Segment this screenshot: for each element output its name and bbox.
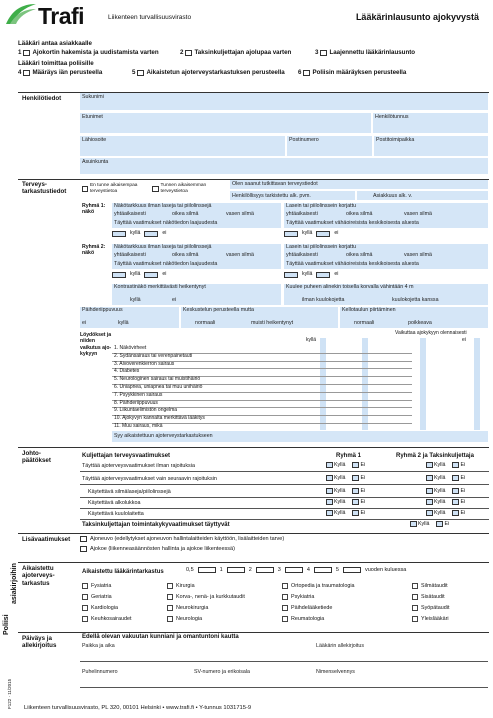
specialty-option[interactable]: Psykiatria <box>282 594 314 600</box>
hearing-field[interactable]: Kuulee puheen alinekin toisella korvalla vähintään 4 m ilman kuulokojetta kuulokojetta kanssa <box>284 284 489 306</box>
requirement-choice[interactable]: Kyllä Ei <box>326 488 365 494</box>
early-year-label: 1 <box>219 567 223 573</box>
municipality-field[interactable]: Asuinkunta <box>80 158 489 175</box>
requirement-choice[interactable]: Kyllä Ei <box>426 499 465 505</box>
customer-since-field[interactable]: Asiakkuus alk. v. <box>357 191 489 201</box>
findings-label: Löydökset ja niiden vaikutus ajo-kykyyn <box>80 332 112 358</box>
street-field[interactable]: Lähiosoite <box>80 136 286 157</box>
section-early-label: Aikaistettu ajoterveys-tarkastus <box>22 565 55 587</box>
option-6[interactable]: 6 Poliisin määräyksen perusteella <box>298 69 407 76</box>
finding-item: 11. Muu sairaus, mikä <box>112 424 412 432</box>
trafi-logo-icon <box>4 2 38 26</box>
group1-vision-label: Ryhmä 1: näkö <box>82 203 106 215</box>
id-checked-field[interactable]: Henkilöllisyys tarkistettu alk. pvm. <box>230 191 356 201</box>
brand-name: Trafi <box>38 3 85 29</box>
requirement-choice[interactable]: Kyllä Ei <box>426 510 465 516</box>
requirement-choice[interactable]: Kyllä Ei <box>326 462 365 468</box>
early-year-label: 0,5 <box>186 567 194 573</box>
group1-corrected[interactable]: Lasein tai piilolinssein korjattu yhtäaikaisesti oikea silmä vasen silmä Täyttää vaatimukset vähäoireisista keskikoisesta aluesta <box>284 203 489 229</box>
option-5[interactable]: 5 Aikaistetun ajoterveystarkastuksen perusteella <box>132 69 285 76</box>
requirement-choice[interactable]: Kyllä Ei <box>326 499 365 505</box>
specialty-option[interactable]: Kirurgia <box>167 583 195 589</box>
memory-field[interactable]: Keskustelun perusteella mutta normaali muisti heikentynyt <box>181 307 339 329</box>
finding-item: 4. Diabetes <box>112 369 412 377</box>
specialty-option[interactable]: Fysiatria <box>82 583 111 589</box>
early-year-box[interactable] <box>314 567 332 573</box>
early-year-box[interactable] <box>227 567 245 573</box>
g2-yes-label: kyllä <box>130 271 141 278</box>
option-3[interactable]: 3 Laajennettu lääkärinlausunto <box>315 49 416 56</box>
requirement-choice[interactable]: Kyllä Ei <box>426 488 465 494</box>
early-year-label: 3 <box>277 567 281 573</box>
group2-corrected[interactable]: Lasein tai piilolinssein korjattu yhtäaikaisesti oikea silmä vasen silmä Täyttää vaatimukset vähäoireisista keskikoisesta aluesta <box>284 244 489 270</box>
contrast-field[interactable]: Kontrastinäkö merkittävästi heikentynyt kyllä ei <box>112 284 282 306</box>
group2-head: Ryhmä 2 ja Taksinkuljettaja <box>396 453 474 459</box>
early-year-box[interactable] <box>285 567 303 573</box>
g1c-yes-label: kyllä <box>302 230 313 237</box>
place-date-field[interactable]: Paikka ja aika Lääkärin allekirjoitus <box>80 642 488 662</box>
finding-item: 9. Liikuntaelimistön ongelma <box>112 408 412 416</box>
specialty-option[interactable]: Ortopedia ja traumatologia <box>282 583 355 589</box>
section-conclusion-label: Johto- päätökset <box>22 450 51 465</box>
requirement-choice[interactable]: Kyllä Ei <box>426 475 465 481</box>
requirement-row: Käytettävä silmälaseja/piilolinssejä <box>88 489 171 495</box>
early-title: Aikaistettu lääkärintarkastus <box>82 569 164 575</box>
requirement-row: Täyttää ajoterveysvaatimukset ilman rajoituksia <box>82 463 195 469</box>
finding-item: 5. Neurologinen sairaus tai muistihäiriö <box>112 377 412 385</box>
g2c-yes-label: kyllä <box>302 271 313 278</box>
finding-item: 7. Psyykkinen sairaus <box>112 393 412 401</box>
clock-field[interactable]: Kellotaulun piirtäminen normaali poikkeava <box>340 307 489 329</box>
early-year-label: 2 <box>248 567 252 573</box>
agency-name: Liikenteen turvallisuusvirasto <box>108 14 192 21</box>
group1-uncorrected[interactable]: Näkötarkkuus ilman laseja tai piilolinssejä yhtäaikaisesti oikea silmä vasen silmä Täyttää vaatimukset näkötiedon laajuudesta <box>112 203 282 229</box>
specialty-option[interactable]: Yleislääkäri <box>412 616 449 622</box>
firstnames-field[interactable]: Etunimet <box>80 113 372 134</box>
requirement-row: Käytettävä alkolukkoa <box>88 500 141 506</box>
early-suffix: vuoden kuluessa <box>364 567 407 573</box>
extra-vehicle-checkbox[interactable]: Ajoneuvo (edellytykset ajoneuvon hallintalaitteiden käyttöön, lisälaitteiden tarve) <box>80 536 284 542</box>
group2-vision-label: Ryhmä 2: näkö <box>82 244 106 256</box>
findings-yes-head: kyllä <box>306 337 317 343</box>
option-4[interactable]: 4 Määräys iän perusteella <box>18 69 103 76</box>
early-year-box[interactable] <box>256 567 274 573</box>
police-title: Lääkäri toimittaa poliisille <box>18 60 94 67</box>
section-health-label: Terveys- tarkastustiedot <box>22 181 67 196</box>
early-year-label: 4 <box>306 567 310 573</box>
early-year-label: 5 <box>335 567 339 573</box>
specialty-option[interactable]: Syöpätaudit <box>412 605 449 611</box>
finding-item: 3. Aivoverenkierron sairaus <box>112 362 412 370</box>
requirement-row: Täyttää ajoterveysvaatimukset vain seuraavin rajoituksin <box>82 476 217 482</box>
g1-yes-label: kyllä <box>130 230 141 237</box>
taxi-yes[interactable]: Kyllä Ei <box>410 521 449 527</box>
substance-field[interactable]: Päihderiippuvuus ei kyllä <box>80 307 180 329</box>
findings-no-head: ei <box>462 337 466 343</box>
finding-item: 2. Sydänsairaus tai verenpainetauti <box>112 354 412 362</box>
g2-no-label: ei <box>162 271 167 278</box>
specialty-option[interactable]: Keuhkosairaudet <box>82 616 131 622</box>
postcode-field[interactable]: Postinumero <box>287 136 373 157</box>
early-year-box[interactable] <box>343 567 361 573</box>
option-1[interactable]: 1 Ajokortin hakemista ja uudistamista varten <box>18 49 159 56</box>
surname-field[interactable]: Sukunimi <box>80 93 489 111</box>
specialty-option[interactable]: Korva-, nenä- ja kurkkutaudit <box>167 594 245 600</box>
specialty-option[interactable]: Kardiologia <box>82 605 118 611</box>
option-2[interactable]: 2 Taksinkuljettajan ajolupaa varten <box>180 49 292 56</box>
specialty-option[interactable]: Geriatria <box>82 594 112 600</box>
group1-head: Ryhmä 1 <box>336 453 362 459</box>
city-field[interactable]: Postitoimipaikka <box>374 136 489 157</box>
phone-sv-field[interactable]: Puhelinnumero SV-numero ja erikoisala Nimenselvennys <box>80 668 488 688</box>
requirement-choice[interactable]: Kyllä Ei <box>426 462 465 468</box>
finding-item: 10. Ajokyvyn kannalta merkittävä lääkitys <box>112 416 412 424</box>
sidebar-police: Poliisi <box>3 614 10 635</box>
specialty-option[interactable]: Reumatologia <box>282 616 324 622</box>
requirement-choice[interactable]: Kyllä Ei <box>326 510 365 516</box>
finding-item: 6. Uniapnea, uniapnea tai muu unihäiriö <box>112 385 412 393</box>
finding-item: 8. Päihderiippuvuus <box>112 401 412 409</box>
client-aware-field[interactable]: Olen saanut tutkittavan terveystiedot <box>230 180 489 190</box>
requirement-row: Käytettävä kuulolaitetta <box>88 511 144 517</box>
g2c-no-label: ei <box>334 271 339 278</box>
specialty-option[interactable]: Neurologia <box>167 616 202 622</box>
g1-no-label: ei <box>162 230 167 237</box>
section-personal-label: Henkilötiedot <box>22 95 62 102</box>
g1c-no-label: ei <box>334 230 339 237</box>
specialty-option[interactable]: Silmätaudit <box>412 583 448 589</box>
specialty-option[interactable]: Sisätaudit <box>412 594 445 600</box>
specialty-option[interactable]: Neurokirurgia <box>167 605 208 611</box>
extra-drivetest-checkbox[interactable]: Ajokoe (liikenneasäännösten hallinta ja ajokoe liikenteessä) <box>80 546 235 552</box>
footer-address: Liikenteen turvallisuusvirasto, PL 320, 00101 Helsinki • www.trafi.fi • Y-tunnus 1031715-9 <box>24 705 252 712</box>
group2-uncorrected[interactable]: Näkötarkkuus ilman laseja tai piilolinssejä yhtäaikaisesti oikea silmä vasen silmä Täyttää vaatimukset näkötiedon laajuudesta <box>112 244 282 270</box>
section-sign-label: Päiväys ja allekirjoitus <box>22 635 57 650</box>
sidebar-docs: asiakirjoihin <box>11 563 18 604</box>
prior-unknown-checkbox[interactable]: En tunne aikaisempaa terveystietoa <box>82 183 150 194</box>
document-title: Lääkärinlausunto ajokyvystä <box>355 12 479 22</box>
findings-head: Vaikuttaa ajokykyyn olennaisesti <box>395 330 467 336</box>
ssn-field[interactable]: Henkilötunnus <box>373 113 489 134</box>
finding-item: 1. Näkövirheet <box>112 346 412 354</box>
section-extra-label: Lisävaatimukset <box>22 536 71 543</box>
sign-title: Edellä olevan vakuutan kunniani ja omantuntoni kautta <box>82 634 239 640</box>
specialty-option[interactable]: Päihdelääketiede <box>282 605 332 611</box>
early-year-box[interactable] <box>198 567 216 573</box>
requirement-choice[interactable]: Kyllä Ei <box>326 475 365 481</box>
findings-list <box>112 346 412 432</box>
sidebar-vertical <box>3 563 18 710</box>
form-code: F122 · 11/2015 <box>7 678 12 709</box>
early-years <box>186 567 406 573</box>
requirements-head: Kuljettajan terveysvaatimukset <box>82 453 171 459</box>
prior-known-checkbox[interactable]: Tunnen aikaisemman terveystietoa <box>152 183 228 194</box>
taxi-requirements: Taksinkuljettajan toimintakykyvaatimukset täyttyvät <box>82 522 230 528</box>
requested-title: Lääkäri antaa asiakkaalle <box>18 40 92 47</box>
early-reason-field[interactable]: Syy aikaistettuun ajoterveystarkastukseen <box>112 431 489 443</box>
